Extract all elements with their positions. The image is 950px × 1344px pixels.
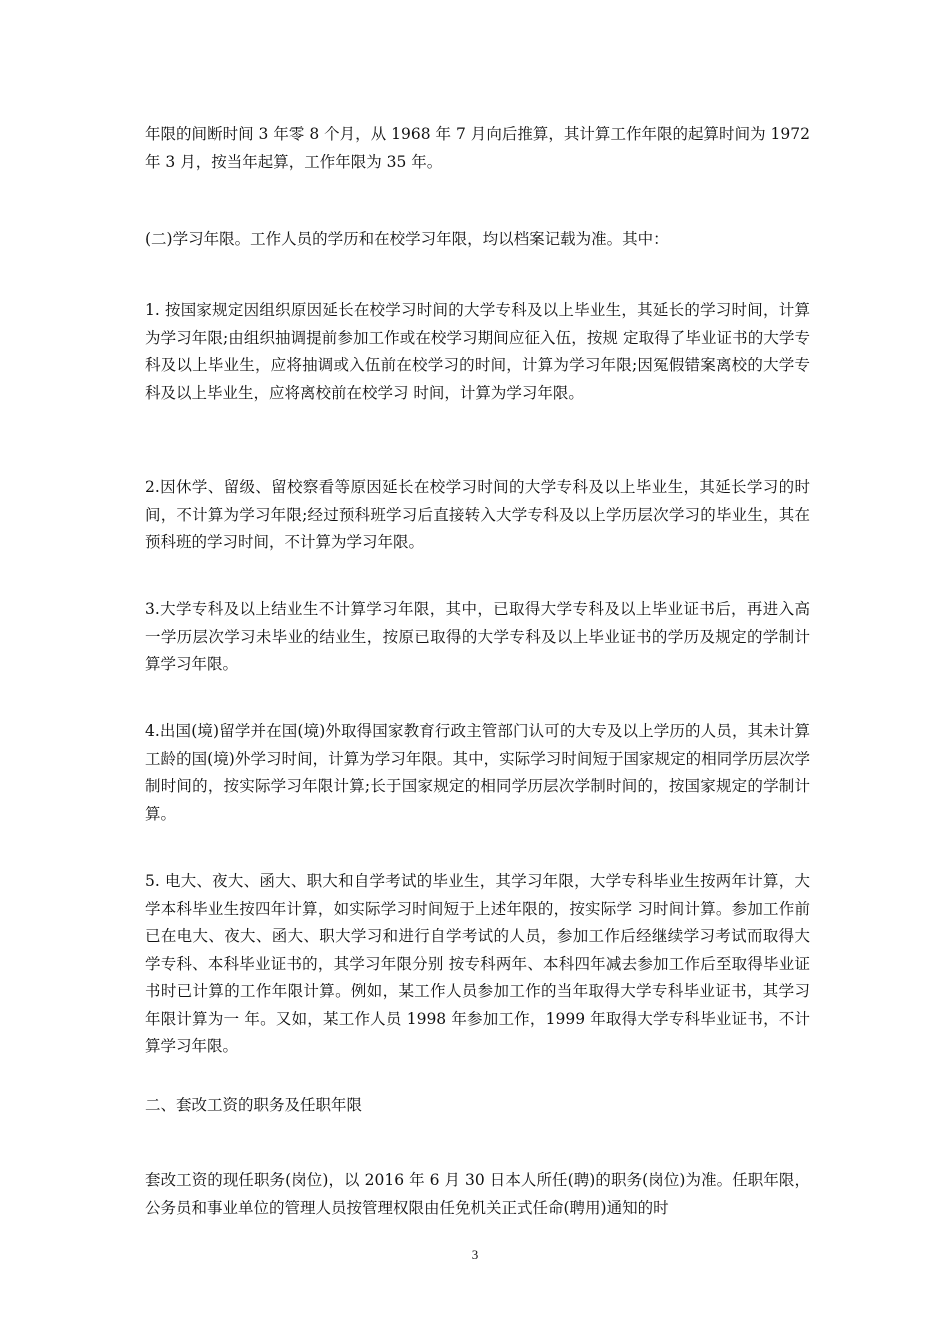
paragraph-current-position: 套改工资的现任职务(岗位)，以 2016 年 6 月 30 日本人所任(聘)的职务(岗位)为准。任职年限，公务员和事业单位的管理人员按管理权限由任免机关正式任命(聘用)通知的时 xyxy=(145,1171,810,1217)
section-heading-positions: 二、套改工资的职务及任职年限 xyxy=(145,1096,363,1114)
paragraph-item-4: 4.出国(境)留学并在国(境)外取得国家教育行政主管部门认可的大专及以上学历的人员，其未计算工龄的国(境)外学习时间，计算为学习年限。其中，实际学习时间短于国家规定的相同学历层次学制时间的，按实际学习年限计算;长于国家规定的相同学历层次学制时间的，按国家规定的学制计算。 xyxy=(145,722,810,823)
paragraph-item-5: 5. 电大、夜大、函大、职大和自学考试的毕业生，其学习年限，大学专科毕业生按两年计算，大学本科毕业生按四年计算，如实际学习时间短于上述年限的，按实际学 习时间计算。参加工作前已在电大、夜大、函大、职大学习和进行自学考试的人员，参加工作后经继续学习考试而取得大学专科、本科毕业证书的，其学习年限分别 按专科两年、本科四年减去参加工作后至取得毕业证书时已计算的工作年限计算。例如，某工作人员参加工作的当年取得大学专科毕业证书，其学习年限计算为一 年。又如，某工作人员 1998 年参加工作，1999 年取得大学专科毕业证书，不计算学习年限。 xyxy=(145,872,810,1055)
page-number: 3 xyxy=(471,1247,479,1262)
paragraph-work-years-continuation: 年限的间断时间 3 年零 8 个月，从 1968 年 7 月向后推算，其计算工作年限的起算时间为 1972 年 3 月，按当年起算，工作年限为 35 年。 xyxy=(145,125,810,171)
paragraph-item-1: 1. 按国家规定因组织原因延长在校学习时间的大学专科及以上毕业生，其延长的学习时间，计算为学习年限;由组织抽调提前参加工作或在校学习期间应征入伍，按规 定取得了毕业证书的大学专科及以上毕业生，应将抽调或入伍前在校学习的时间，计算为学习年限;因冤假错案离校的大学专科及以上毕业生，应将离校前在校学习 时间，计算为学习年限。 xyxy=(145,301,810,402)
paragraph-item-3: 3.大学专科及以上结业生不计算学习年限，其中，已取得大学专科及以上毕业证书后，再进入高一学历层次学习未毕业的结业生，按原已取得的大学专科及以上毕业证书的学历及规定的学制计算学习年限。 xyxy=(145,600,810,673)
paragraph-item-2: 2.因休学、留级、留校察看等原因延长在校学习时间的大学专科及以上毕业生，其延长学习的时间，不计算为学习年限;经过预科班学习后直接转入大学专科及以上学历层次学习的毕业生，其在预科班的学习时间，不计算为学习年限。 xyxy=(145,478,810,551)
section-heading-study-years: (二)学习年限。工作人员的学历和在校学习年限，均以档案记载为准。其中： xyxy=(145,230,669,248)
